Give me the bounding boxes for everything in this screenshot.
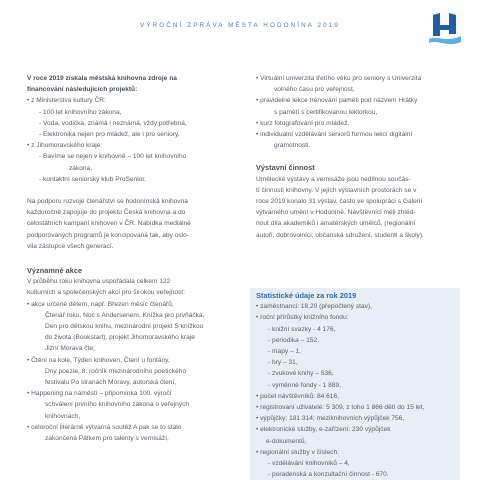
list-item: Jižní Morava čte; [45, 345, 95, 353]
statistics-box [250, 288, 460, 480]
stat-item: - poradenská a konzultační činnost - 670. [268, 471, 389, 479]
list-item: • Happening na náměstí – připomínka 100. výročí [27, 390, 172, 398]
list-item: - Voda, vodička, známá i neznámá, vždy potřebná, [39, 119, 187, 127]
paragraph-line: autoři, dobrovolníci, občanská sdružení, studenti a školy). [256, 231, 424, 239]
stat-item: • regionální služby v číslech: [256, 448, 339, 456]
stat-item: - vzdělávání knihovníků – 4, [268, 460, 350, 468]
list-item: - Elektronika nejen pro mládež, ale i pro seniory, [39, 131, 180, 139]
stat-item: • počet návštěvníků: 84 616, [256, 392, 339, 400]
list-item: • z Ministerstva kultury ČR: [27, 97, 106, 105]
list-item: knihovnách, [45, 412, 81, 420]
stat-item: • zaměstnanci: 18,20 (přepočtený stav), [256, 303, 372, 311]
list-item: zákona, [69, 164, 93, 172]
list-item: • celoroční literárně výtvarná soutěž A pak se to stalo [27, 423, 182, 431]
stat-item: - hry – 31, [268, 359, 298, 367]
paragraph-line: Na podporu rozvoje čtenářství se hodonínská knihovna [27, 198, 188, 206]
list-item: - 100 let knihovního zákona, [39, 108, 122, 116]
paragraph-line: Umělecké výstavy a vernisáže jsou nedílnou součás- [256, 175, 411, 183]
stat-item: • registrovaní uživatelé: 5 309, z toho 1 866 dětí do 15 let, [256, 404, 425, 412]
statistics-heading: Statistické údaje za rok 2019 [256, 291, 357, 300]
list-item: Čtenář roku, Noc s Andersenem, Knížka pro prvňáčka, [45, 311, 205, 319]
stat-item: - výměnné fondy - 1 889, [268, 381, 341, 389]
list-item: Dny poezie, 8. ročník mezinárodního poetického [45, 367, 187, 375]
stat-item: • elektronické služby, e-zařízení: 230 výpůjček [256, 426, 391, 434]
intro-line: financování následujících projektů: [27, 86, 138, 94]
stat-item: - periodika – 152, [268, 336, 319, 344]
list-item: do života (Bookstart), projekt Jihomoravského kraje [45, 334, 195, 342]
events-heading: Významné akce [27, 266, 83, 276]
list-item: festivalu Po stranách Moravy, autorská čtení, [45, 379, 177, 387]
stat-item: • výpůjčky: 181 314; meziknihovních výpůjček 756, [256, 415, 405, 423]
list-item: s pamětí s certifikovanou lektorkou, [274, 108, 378, 116]
exhibitions-heading: Výstavní činnost [256, 163, 315, 173]
stat-item: - knižní svazky - 4 176, [268, 325, 336, 333]
list-item: • Čtění na kole, Týden knihoven, Čtení u fontány, [27, 356, 170, 364]
events-intro-line: kulturních a společenských akcí pro širokou veřejnost: [27, 289, 185, 297]
stat-item: - mapy – 1, [268, 348, 301, 356]
paragraph-line: každoročně zapojuje do projektu Česká knihovna a do [27, 209, 186, 217]
stat-item: • roční přírůstky knižního fondu: [256, 314, 349, 322]
list-item: • z Jihomoravského kraje: [27, 142, 103, 150]
funding-list [27, 95, 235, 185]
list-item: - kontaktní seniorský klub ProSenior. [39, 175, 147, 183]
paragraph-line: tí činnosti knihovny. V jejích výstavních prostorách se v [256, 186, 417, 194]
intro-line: V roce 2019 získala městská knihovna zdroje na [27, 75, 177, 82]
paragraph-line: celostátních kampaní knihoven v ČR. Nabídka mediálně [27, 220, 191, 228]
exhibitions-paragraph [256, 174, 452, 241]
reading-paragraph [27, 196, 235, 252]
list-item: • kurz fotografování pro mládež, [256, 119, 350, 127]
activities-list [256, 73, 452, 151]
list-item: • akce určené dětem, např. Březen měsíc čtenářů, [27, 300, 174, 308]
list-item: - Bavíme se nejen v knihovně – 100 let knihovního [39, 153, 187, 161]
events-list [27, 299, 235, 445]
list-item: • Virtuální univerzita třetího věku pro seniory s Univerzita [256, 75, 422, 82]
list-item: • pravidelné lekce trénování paměti pod názvem Hrátky [256, 97, 418, 105]
list-item: schválení prvního knihovního zákona o veřejných [45, 401, 190, 409]
funding-intro [27, 73, 235, 95]
stat-item: - zvukové knihy – 536, [268, 370, 334, 378]
left-column [27, 73, 235, 444]
paragraph-line: nout díla akademiků i amatérských umělců, (regionální [256, 220, 416, 228]
paragraph-line: roce 2019 konalo 31 výstav, často ve spolupráci s Galerií [256, 198, 423, 206]
running-header: VÝROČNÍ ZPRÁVA MĚSTA HODONÍNA 2019 [140, 22, 340, 29]
paragraph-line: vila zástupce všech generací. [27, 242, 114, 250]
list-item: volného času pro veřejnost, [274, 86, 355, 94]
paragraph-line: výtvarného umění v Hodoníně. Návštěvníci měli zhléd- [256, 209, 416, 217]
paragraph-line: podporovaných programů je koncipovaná tak, aby oslo- [27, 231, 190, 239]
stat-item: e-dokumentů, [266, 437, 307, 445]
list-item: Den pro dětskou knihu, mezinárodní projekt S knížkou [45, 323, 204, 331]
list-item: • individuální vzdělávání seniorů formou lekcí digitální [256, 131, 413, 139]
hodonin-h-logo [429, 12, 461, 46]
events-intro-line: V průběhu roku knihovna uspořádala celkem 122 [27, 278, 171, 286]
list-item: zakončená Pátkem pro talenty s vernisáží, [45, 435, 169, 443]
right-column [256, 73, 452, 241]
list-item: gramotnosti. [274, 142, 311, 150]
